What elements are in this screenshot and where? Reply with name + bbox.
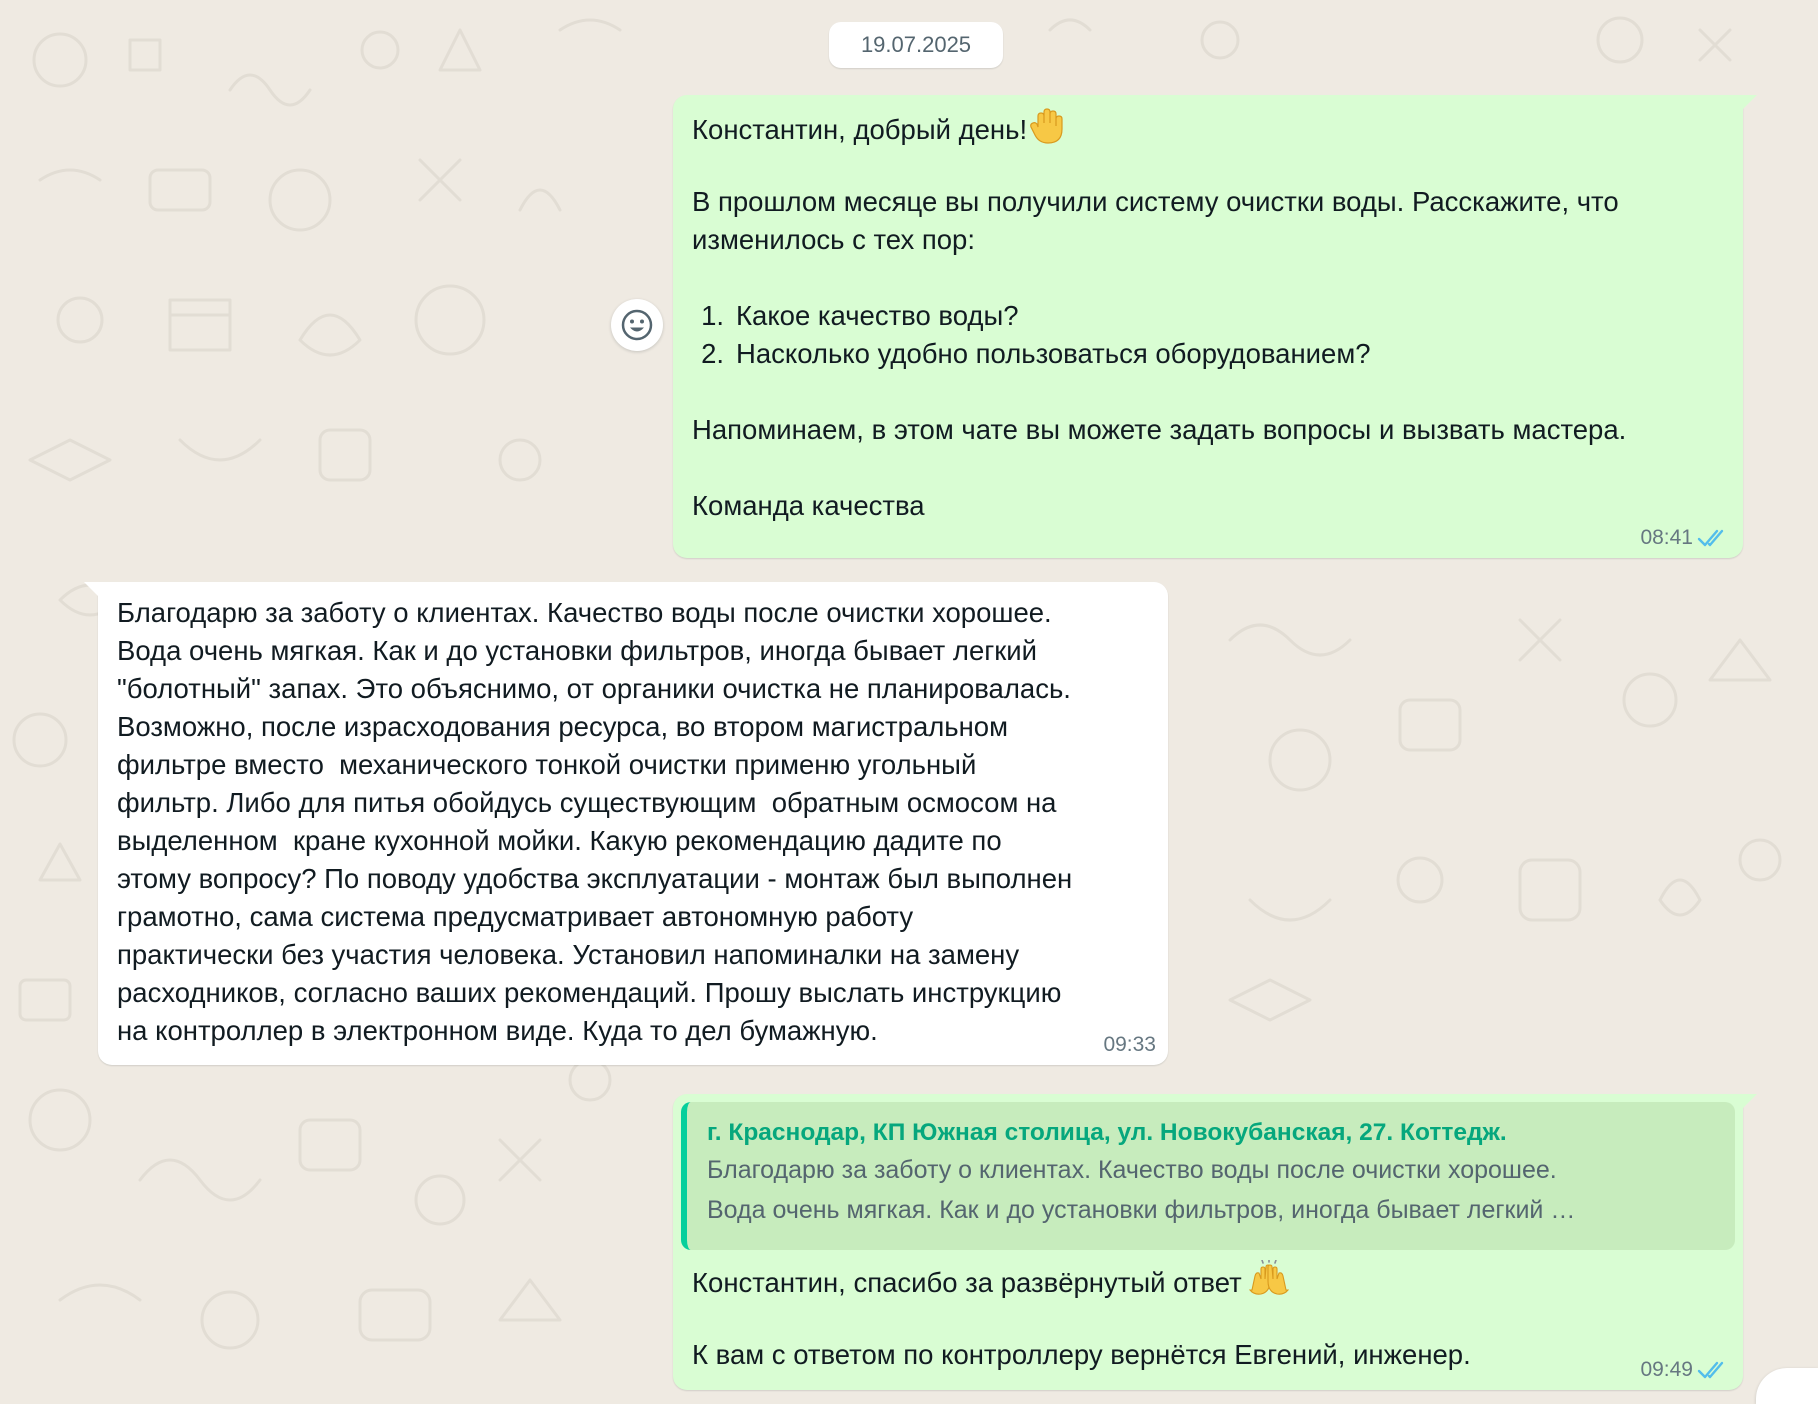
smiley-face-icon [620,308,654,342]
raised-hand-emoji [1027,107,1065,155]
list-number: 2. [701,338,724,369]
message-line: Константин, добрый день! [692,107,1725,145]
quoted-text-line: Вода очень мягкая. Как и до установки фильтров, иногда бывает легкий … [707,1196,1576,1224]
quoted-author: г. Краснодар, КП Южная столица, ул. Новокубанская, 27. Коттедж. [707,1119,1507,1146]
react-button[interactable] [611,299,663,351]
message-meta [1640,526,1731,550]
list-number: 1. [701,300,724,331]
message-line: выделенном кране кухонной мойки. Какую рекомендацию дадите по [117,825,1002,856]
scroll-down-button[interactable] [1756,1368,1818,1404]
message-line: Вода очень мягкая. Как и до установки фильтров, иногда бывает легкий [117,635,1038,666]
list-item [692,297,1725,335]
double-check-icon [1697,1360,1731,1380]
message-line: на контроллер в электронном виде. Куда то дел бумажную. [117,1015,878,1046]
message-line: "болотный" запах. Это объяснимо, от органики очистка не планировалась. [117,673,1071,704]
message-line: изменилось с тех пор: [692,224,975,255]
message-signature: Команда качества [692,490,925,521]
message-line: фильтр. Либо для питья обойдусь существующим обратным осмосом на [117,787,1057,818]
message-time: 09:49 [1640,1358,1693,1381]
message-line: фильтре вместо механического тонкой очистки применю угольный [117,749,977,780]
quoted-message[interactable] [681,1102,1735,1250]
message-meta [1103,1033,1156,1057]
message-line: расходников, согласно ваших рекомендаций. Прошу выслать инструкцию [117,977,1062,1008]
message-bubble-outgoing[interactable] [673,95,1743,558]
message-time: 09:33 [1103,1033,1156,1056]
message-time: 08:41 [1640,526,1693,549]
list-item [692,335,1725,373]
message-line: К вам с ответом по контроллеру вернётся Евгений, инженер. [692,1339,1471,1370]
message-line: этому вопросу? По поводу удобства эксплуатации - монтаж был выполнен [117,863,1073,894]
message-bubble-incoming[interactable] [98,582,1168,1065]
message-line: грамотно, сама система предусматривает автономную работу [117,901,914,932]
double-check-icon [1697,528,1731,548]
message-bubble-outgoing-reply[interactable] [673,1094,1743,1390]
message-line: Возможно, после израсходования ресурса, во втором магистральном [117,711,1008,742]
list-text: Насколько удобно пользоваться оборудованием? [736,338,1371,369]
message-line: В прошлом месяце вы получили систему очистки воды. Расскажите, что [692,186,1619,217]
message-meta [1640,1358,1731,1382]
list-text: Какое качество воды? [736,300,1019,331]
date-separator [829,22,1003,68]
message-line: Константин, спасибо за развёрнутый ответ [692,1260,1724,1298]
message-line: Напоминаем, в этом чате вы можете задать вопросы и вызвать мастера. [692,414,1627,445]
message-line: Благодарю за заботу о клиентах. Качество воды после очистки хорошее. [117,597,1052,628]
raising-hands-emoji [1249,1260,1289,1308]
bubble-tail [84,582,98,596]
date-label: 19.07.2025 [860,32,972,57]
bubble-tail [1743,1094,1757,1108]
quoted-text-line: Благодарю за заботу о клиентах. Качество воды после очистки хорошее. [707,1156,1557,1184]
bubble-tail [1743,95,1757,109]
message-line: практически без участия человека. Установил напоминалки на замену [117,939,1020,970]
